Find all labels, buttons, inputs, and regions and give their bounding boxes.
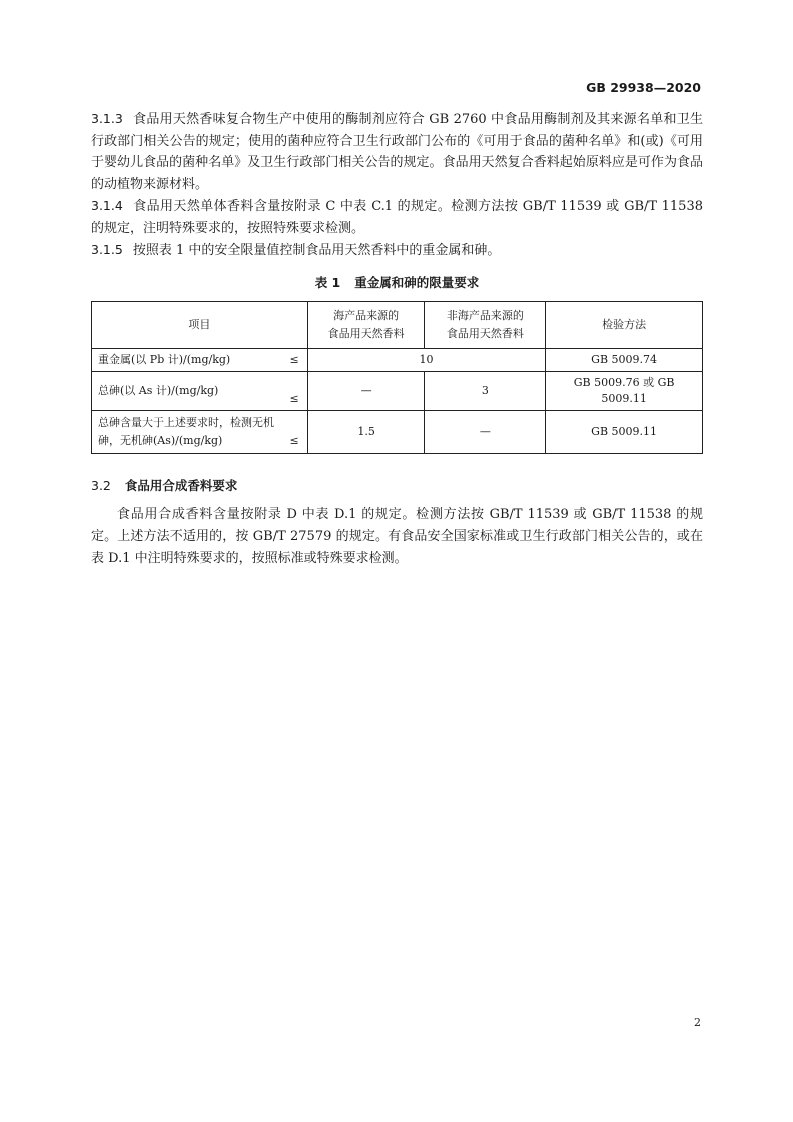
row-item: 总砷(以 As 计)/(mg/kg) ≤	[92, 371, 308, 410]
row-marine-limit: 1.5	[307, 410, 425, 453]
clause-text: 食品用天然单体香料含量按附录 C 中表 C.1 的规定。检测方法按 GB/T 11539 或 GB/T 11538 的规定，注明特殊要求的，按照特殊要求检测。	[91, 199, 703, 236]
table-row	[92, 410, 703, 453]
header-marine-source: 海产品来源的 食品用天然香料	[307, 301, 425, 348]
row-combined-limit: 10	[307, 348, 546, 371]
row-nonmarine-limit: —	[425, 410, 546, 453]
clause-3-1-5	[91, 239, 703, 262]
le-symbol: ≤	[289, 352, 299, 366]
clause-3-1-4	[91, 195, 703, 239]
le-symbol: ≤	[289, 391, 299, 405]
row-method: GB 5009.76 或 GB 5009.11	[546, 371, 703, 410]
clause-number: 3.1.3	[91, 111, 123, 126]
section-heading	[91, 476, 703, 494]
row-method: GB 5009.11	[546, 410, 703, 453]
table-header-row	[92, 301, 703, 348]
section-title: 食品用合成香料要求	[124, 477, 238, 493]
header-item: 项目	[92, 301, 308, 348]
table-row	[92, 371, 703, 410]
section-paragraph: 食品用合成香料含量按附录 D 中表 D.1 的规定。检测方法按 GB/T 11539 或 GB/T 11538 的规定。上述方法不适用的，按 GB/T 27579 的规定。有食品安全国家标准或卫生行政部门相关公告的，或在表 D.1 中注明特殊要求的，按照标准或特殊要求检测。	[91, 506, 703, 566]
table-caption: 表 1	[314, 274, 341, 290]
clause-number: 3.1.4	[91, 198, 123, 213]
page-number: 2	[694, 1016, 701, 1029]
clause-text: 按照表 1 中的安全限量值控制食品用天然香料中的重金属和砷。	[132, 243, 501, 258]
row-nonmarine-limit: 3	[425, 371, 546, 410]
standard-code: GB 29938—2020	[586, 80, 701, 95]
row-item: 总砷含量大于上述要求时，检测无机 砷，无机砷(As)/(mg/kg) ≤	[92, 410, 308, 453]
section-number: 3.2	[91, 477, 111, 493]
clause-number: 3.1.5	[91, 242, 123, 257]
row-marine-limit: —	[307, 371, 425, 410]
table-title-text: 重金属和砷的限量要求	[354, 274, 480, 290]
table-title	[91, 273, 703, 291]
header-nonmarine-source: 非海产品来源的 食品用天然香料	[425, 301, 546, 348]
page-content	[91, 108, 703, 570]
clause-3-1-3	[91, 108, 703, 195]
table-row	[92, 348, 703, 371]
clause-text: 食品用天然香味复合物生产中使用的酶制剂应符合 GB 2760 中食品用酶制剂及其来源名单和卫生行政部门相关公告的规定；使用的菌种应符合卫生行政部门公布的《可用于食品的菌种名单》和(或)《可用于婴幼儿食品的菌种名单》及卫生行政部门相关公告的规定。食品用天然复合香料起始原料应是可作为食品的动植物来源材料。	[91, 112, 703, 192]
row-method: GB 5009.74	[546, 348, 703, 371]
le-symbol: ≤	[289, 433, 299, 447]
limits-table	[91, 301, 703, 454]
row-item: 重金属(以 Pb 计)/(mg/kg) ≤	[92, 348, 308, 371]
header-test-method: 检验方法	[546, 301, 703, 348]
